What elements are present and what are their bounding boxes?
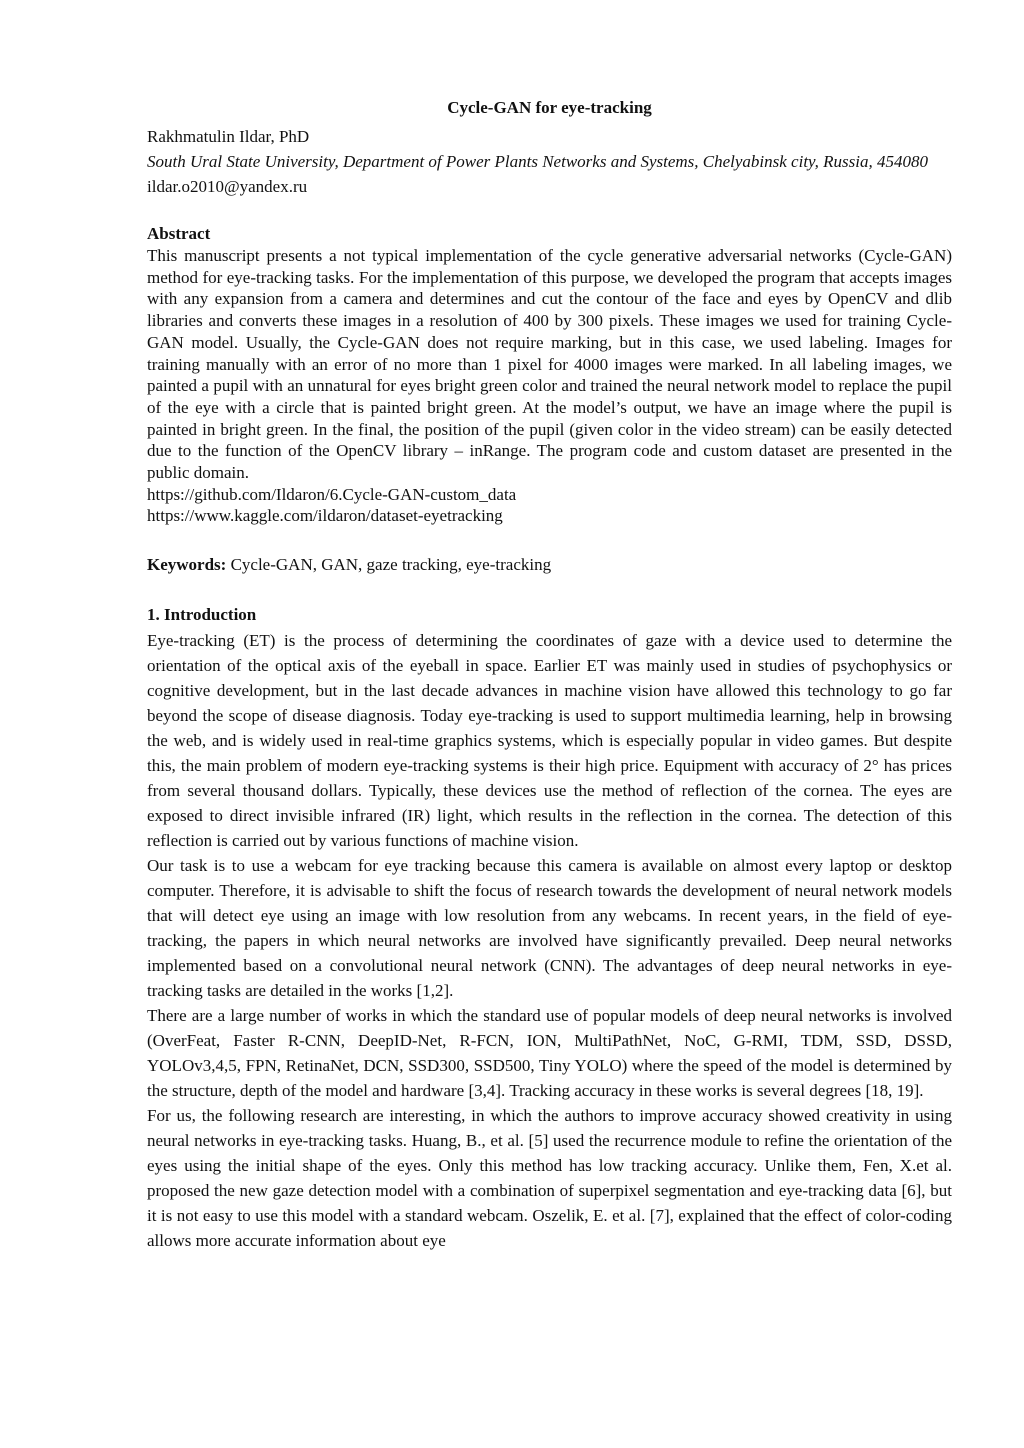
keywords-line	[147, 554, 952, 576]
github-link[interactable]: https://github.com/Ildaron/6.Cycle-GAN-custom_data	[147, 484, 517, 504]
intro-paragraph-1: Eye-tracking (ET) is the process of determining the coordinates of gaze with a device used to determine the orientation of the optical axis of the eyeball in space. Earlier ET was mainly used in studies of psychophysics or cognitive development, but in the last decade advances in machine vision have allowed this technology to go far beyond the scope of disease diagnosis. Today eye-tracking is used to support multimedia learning, help in browsing the web, and is widely used in real-time graphics systems, which is especially popular in video games. But despite this, the main problem of modern eye-tracking systems is their high price. Equipment with accuracy of 2° has prices from several thousand dollars. Typically, these devices use the method of reflection of the cornea. The eyes are exposed to direct invisible infrared (IR) light, which results in the reflection in the cornea. The detection of this reflection is carried out by various functions of machine vision.	[147, 631, 952, 851]
author-email: ildar.o2010@yandex.ru	[147, 177, 308, 196]
intro-paragraph-2: Our task is to use a webcam for eye tracking because this camera is available on almost every laptop or desktop computer. Therefore, it is advisable to shift the focus of research towards the development of neural network models that will detect eye using an image with low resolution from any webcams. In recent years, in the field of eye-tracking, the papers in which neural networks are involved have significantly prevailed. Deep neural networks implemented based on a convolutional neural network (CNN). The advantages of deep neural networks in eye-tracking tasks are detailed in the works [1,2].	[147, 856, 952, 1001]
paper-title: Cycle-GAN for eye-tracking	[447, 98, 652, 117]
paper-page	[147, 96, 952, 1253]
author-affiliation: South Ural State University, Department of Power Plants Networks and Systems, Chelyabinsk city, Russia, 454080	[147, 152, 928, 171]
intro-paragraph-3: There are a large number of works in which the standard use of popular models of deep neural networks is involved (OverFeat, Faster R-CNN, DeepID-Net, R-FCN, ION, MultiPathNet, NoC, G-RMI, TDM, SSD, DSSD, YOLOv3,4,5, FPN, RetinaNet, DCN, SSD300, SSD500, Tiny YOLO) where the speed of the model is determined by the structure, depth of the model and hardware [3,4]. Tracking accuracy in these works is several degrees [18, 19].	[147, 1006, 952, 1101]
abstract-text: This manuscript presents a not typical implementation of the cycle generative adversarial networks (Cycle-GAN) method for eye-tracking tasks. For the implementation of this purpose, we developed the program that accepts images with any expansion from a camera and determines and cut the contour of the face and eyes by OpenCV and dlib libraries and converts these images in a resolution of 400 by 300 pixels. These images we used for training Cycle-GAN model. Usually, the Cycle-GAN does not require marking, but in this case, we used labeling. Images for training manually with an error of no more than 1 pixel for 4000 images were marked. In all labeling images, we painted a pupil with an unnatural for eyes bright green color and trained the neural network model to replace the pupil of the eye with a circle that is painted bright green. At the model’s output, we have an image where the pupil is painted in bright green. In the final, the position of the pupil (given color in the video stream) can be easily detected due to the function of the OpenCV library – inRange. The program code and custom dataset are presented in the public domain.	[147, 246, 952, 483]
abstract-heading: Abstract	[147, 224, 211, 243]
intro-paragraph-4: For us, the following research are interesting, in which the authors to improve accuracy showed creativity in using neural networks in eye-tracking tasks. Huang, B., et al. [5] used the recurrence module to refine the orientation of the eyes using the initial shape of the eyes. Only this method has low tracking accuracy. Unlike them, Fen, X.et al. proposed the new gaze detection model with a combination of superpixel segmentation and eye-tracking data [6], but it is not easy to use this model with a standard webcam. Oszelik, E. et al. [7], explained that the effect of color-coding allows more accurate information about eye	[147, 1106, 952, 1251]
author-name: Rakhmatulin Ildar, PhD	[147, 127, 310, 146]
kaggle-link[interactable]: https://www.kaggle.com/ildaron/dataset-eyetracking	[147, 506, 503, 526]
keywords-value: Cycle-GAN, GAN, gaze tracking, eye-tracking	[226, 555, 552, 575]
introduction-heading: 1. Introduction	[147, 605, 257, 625]
keywords-label: Keywords:	[147, 555, 227, 575]
